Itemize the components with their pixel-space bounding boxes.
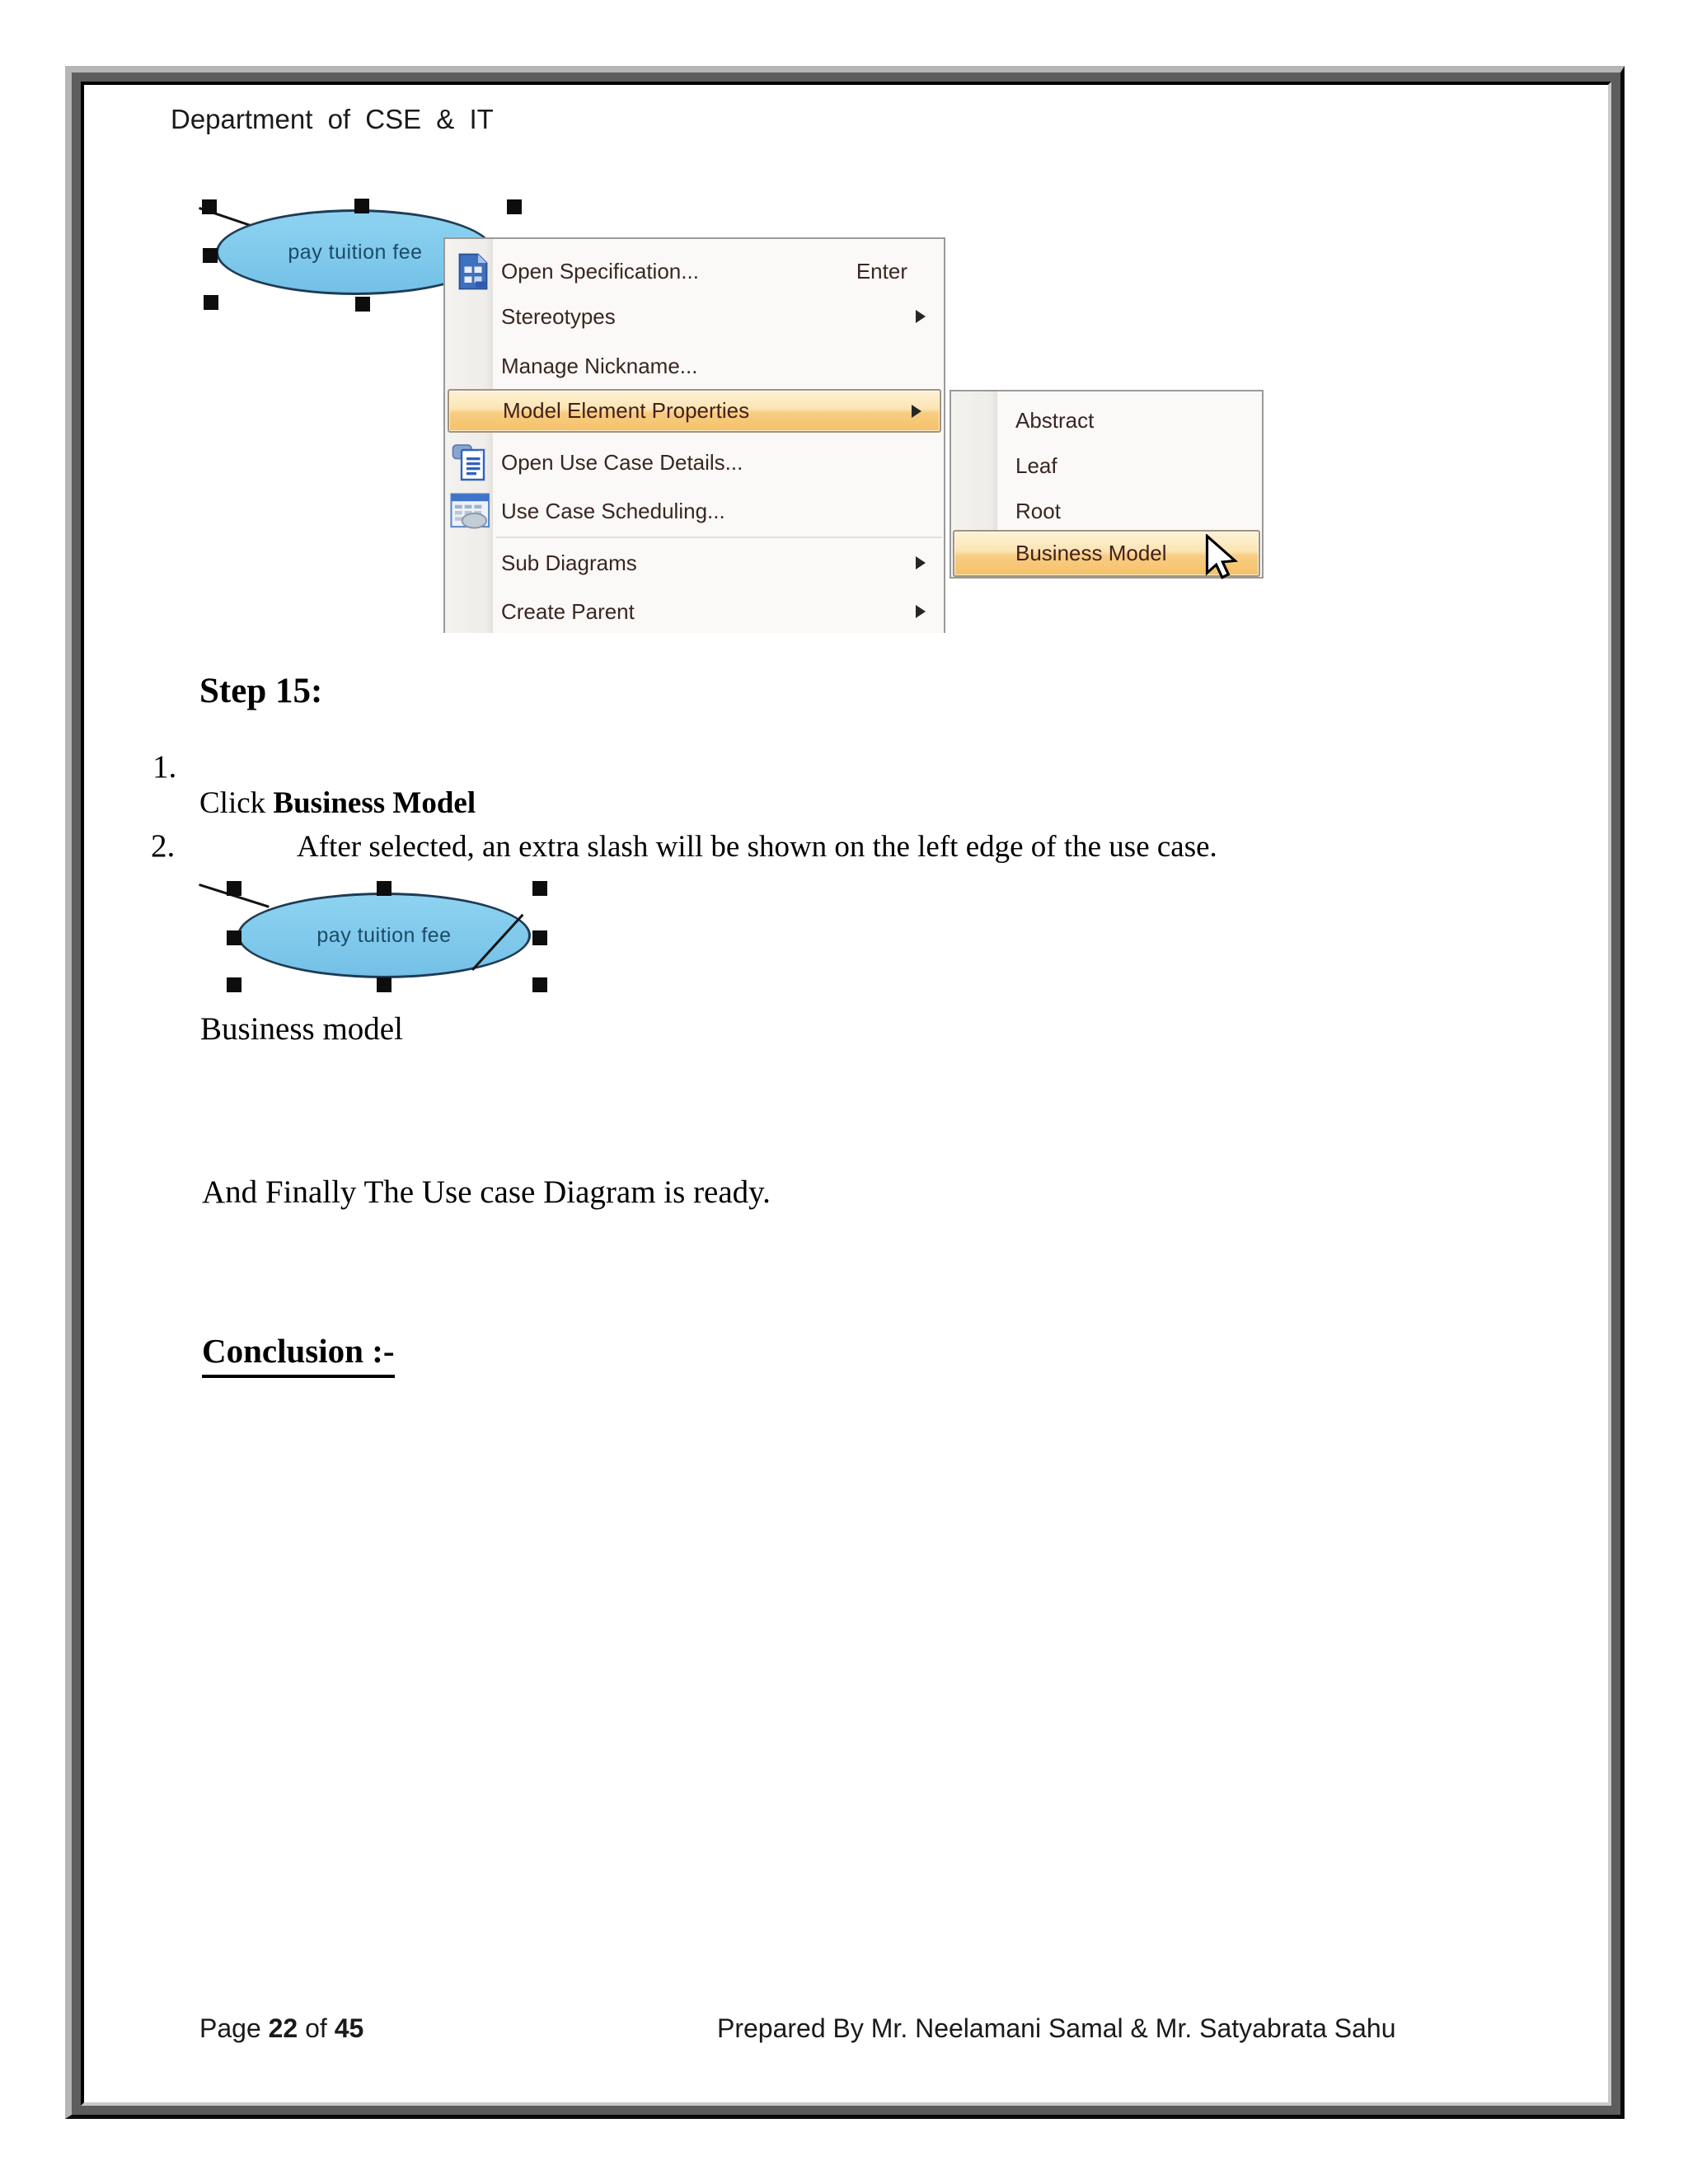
- menu-item-sub-diagrams[interactable]: Sub Diagrams: [445, 540, 944, 586]
- menu-item-open-use-case-details[interactable]: Open Use Case Details...: [445, 439, 944, 485]
- submenu-item-abstract[interactable]: Abstract: [1015, 407, 1095, 433]
- total-page-number: 45: [334, 2013, 364, 2043]
- use-case-details-icon: [452, 443, 491, 482]
- list-item-2-text: After selected, an extra slash will be shown on the left edge of the use case.: [297, 830, 1217, 864]
- selection-handle[interactable]: [377, 881, 392, 896]
- current-page-number: 22: [268, 2013, 298, 2043]
- mouse-cursor-icon: [1200, 534, 1238, 582]
- selection-handle[interactable]: [355, 297, 370, 312]
- menu-item-stereotypes[interactable]: Stereotypes: [445, 293, 944, 340]
- selection-handle[interactable]: [532, 881, 547, 896]
- menu-item-open-specification[interactable]: Open Specification... Enter: [445, 248, 944, 294]
- menu-shortcut: Enter: [856, 258, 907, 284]
- step-heading: Step 15:: [199, 672, 323, 710]
- finally-text: And Finally The Use case Diagram is ready.: [202, 1174, 771, 1210]
- submenu-arrow-icon: [916, 605, 926, 618]
- selection-handle[interactable]: [354, 199, 369, 213]
- selection-handle[interactable]: [507, 199, 522, 214]
- selection-handle[interactable]: [532, 977, 547, 992]
- submenu-arrow-icon: [916, 556, 926, 569]
- use-case-label: pay tuition fee: [316, 923, 452, 947]
- use-case-scheduling-icon: [450, 491, 491, 531]
- use-case-label: pay tuition fee: [288, 240, 423, 264]
- business-model-caption: Business model: [200, 1011, 403, 1047]
- list-item-1-text: Click Business Model: [199, 786, 476, 820]
- submenu-item-root[interactable]: Root: [1015, 498, 1061, 523]
- use-case-ellipse-business-model[interactable]: [237, 893, 531, 978]
- selection-handle[interactable]: [203, 248, 218, 263]
- selection-handle[interactable]: [227, 881, 241, 896]
- selection-handle[interactable]: [377, 977, 392, 992]
- list-number-2: 2.: [151, 828, 176, 864]
- selection-handle[interactable]: [204, 295, 218, 310]
- selection-handle[interactable]: [227, 977, 241, 992]
- selection-handle[interactable]: [532, 930, 547, 945]
- selection-handle[interactable]: [227, 930, 241, 945]
- page-header: Department of CSE & IT: [171, 104, 494, 134]
- menu-item-manage-nickname[interactable]: Manage Nickname...: [501, 353, 698, 378]
- page-number-footer: Page 22 of 45: [199, 2013, 364, 2043]
- open-specification-icon: [457, 253, 490, 290]
- selection-handle[interactable]: [202, 199, 217, 214]
- list-number-1: 1.: [152, 749, 177, 785]
- business-model-bold: Business Model: [273, 786, 476, 820]
- menu-item-use-case-scheduling[interactable]: Use Case Scheduling...: [445, 488, 944, 534]
- submenu-item-business-model[interactable]: Business Model: [953, 530, 1260, 577]
- submenu-arrow-icon: [916, 310, 926, 323]
- submenu-item-leaf[interactable]: Leaf: [1015, 452, 1057, 478]
- prepared-by-footer: Prepared By Mr. Neelamani Samal & Mr. Satyabrata Sahu: [717, 2013, 1396, 2043]
- conclusion-heading: Conclusion :-: [202, 1331, 395, 1378]
- context-menu: [443, 237, 945, 633]
- submenu-arrow-icon: [912, 405, 921, 418]
- menu-item-model-element-properties[interactable]: Model Element Properties: [448, 389, 941, 433]
- menu-item-create-parent[interactable]: Create Parent: [445, 588, 944, 635]
- menu-separator: [496, 537, 942, 538]
